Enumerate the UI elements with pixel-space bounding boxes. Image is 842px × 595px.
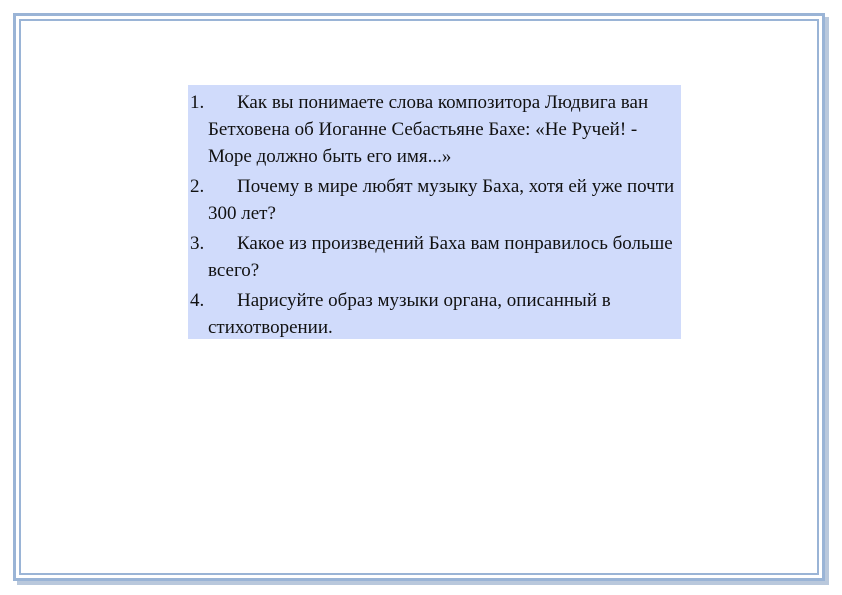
question-number: 3. <box>190 233 205 254</box>
frame-shadow-right <box>825 17 829 585</box>
question-text: Нарисуйте образ музыки органа, описанный в стихотворении. <box>208 290 611 338</box>
question-text: Какое из произведений Баха вам понравилось больше всего? <box>208 233 673 281</box>
question-item <box>190 89 675 170</box>
question-text: Почему в мире любят музыку Баха, хотя ей уже почти 300 лет? <box>208 176 675 224</box>
question-number: 2. <box>190 176 205 197</box>
question-number: 4. <box>190 290 205 311</box>
question-item <box>190 173 675 227</box>
question-item <box>190 287 675 341</box>
question-number: 1. <box>190 92 205 113</box>
question-text: Как вы понимаете слова композитора Людвига ван Бетховена об Иоганне Себастьяне Бахе: «Не Ручей! - Море должно быть его имя...» <box>208 92 649 167</box>
question-item <box>190 230 675 284</box>
questions-list <box>188 85 681 339</box>
frame-shadow-bottom <box>17 581 829 585</box>
